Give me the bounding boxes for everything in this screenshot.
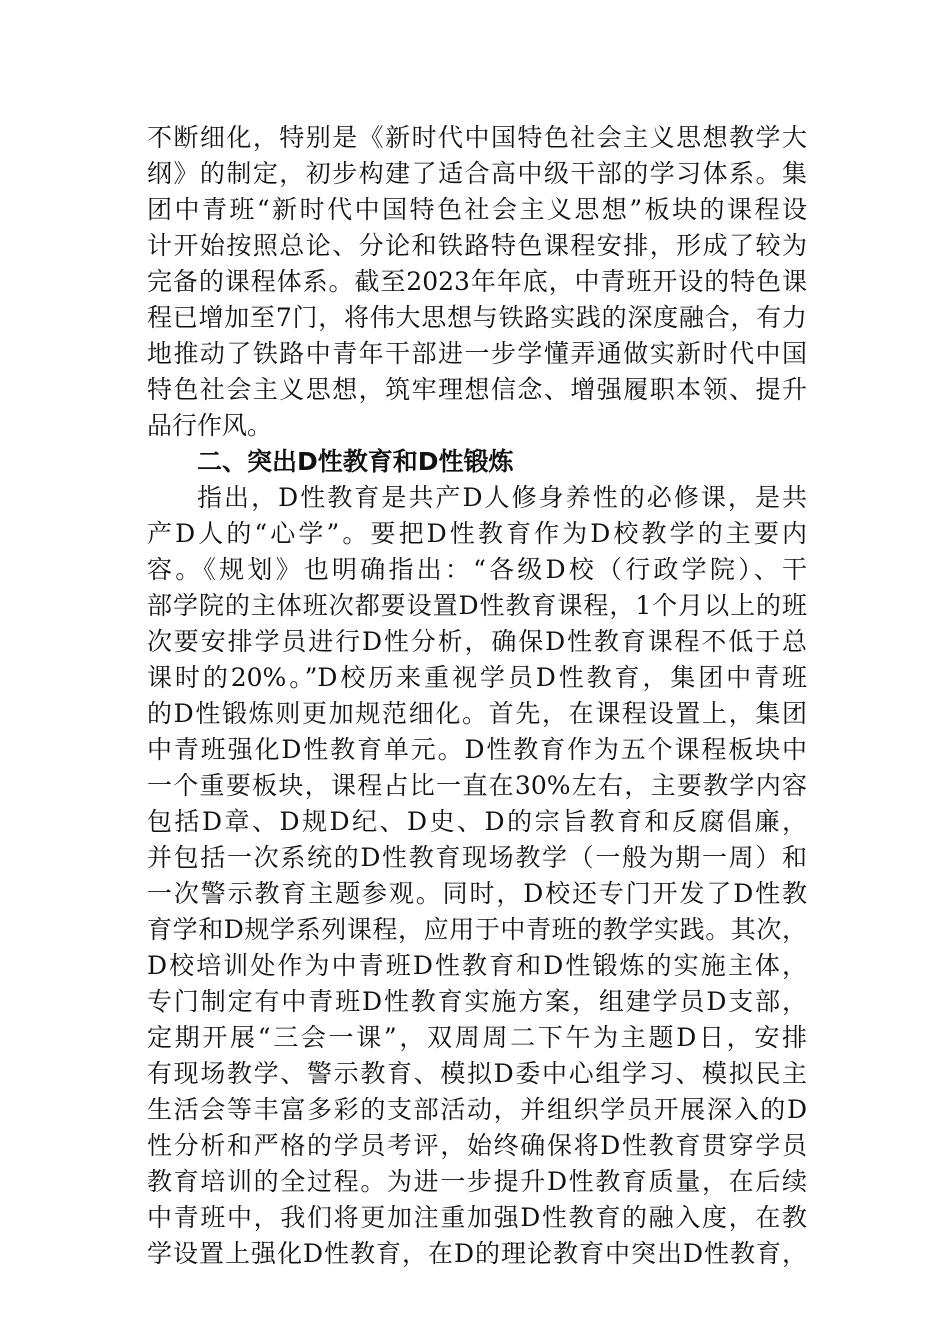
para2-line-7: 的D性锻炼则更加规范细化。首先，在课程设置上，集团 [147,699,807,728]
para1-line-7: 地推动了铁路中青年干部进一步学懂弄通做实新时代中国 [147,339,807,368]
para2-line-6: 课时的20%。”D校历来重视学员D性教育，集团中青班 [147,663,807,692]
para2-line-21: 中青班中，我们将更加注重加强D性教育的融入度，在教 [147,1203,807,1232]
para1-line-8: 特色社会主义思想，筑牢理想信念、增强履职本领、提升 [147,375,807,404]
para2-line-18: 生活会等丰富多彩的支部活动，并组织学员开展深入的D [147,1095,807,1124]
para2-line-19: 性分析和严格的学员考评，始终确保将D性教育贯穿学员 [147,1131,807,1160]
para2-line-14: D校培训处作为中青班D性教育和D性锻炼的实施主体， [147,951,807,980]
para2-line-4: 部学院的主体班次都要设置D性教育课程，1个月以上的班 [147,591,807,620]
para2-line-22: 学设置上强化D性教育，在D的理论教育中突出D性教育， [147,1239,807,1268]
para2-line-2: 产D人的“心学”。要把D性教育作为D校教学的主要内 [147,519,807,548]
para2-line-13: 育学和D规学系列课程，应用于中青班的教学实践。其次， [147,915,807,944]
para1-line-3: 团中青班“新时代中国特色社会主义思想”板块的课程设 [147,195,807,224]
section-heading: 二、突出D性教育和D性锻炼 [197,447,514,476]
para2-line-17: 有现场教学、警示教育、模拟D委中心组学习、模拟民主 [147,1059,807,1088]
para2-line-20: 教育培训的全过程。为进一步提升D性教育质量，在后续 [147,1167,807,1196]
para2-line-10: 包括D章、D规D纪、D史、D的宗旨教育和反腐倡廉， [147,807,807,836]
para2-line-11: 并包括一次系统的D性教育现场教学（一般为期一周）和 [147,843,807,872]
para2-line-9: 一个重要板块，课程占比一直在30%左右，主要教学内容 [147,771,807,800]
para2-line-8: 中青班强化D性教育单元。D性教育作为五个课程板块中 [147,735,807,764]
para1-line-6: 程已增加至7门，将伟大思想与铁路实践的深度融合，有力 [147,303,807,332]
para1-line-4: 计开始按照总论、分论和铁路特色课程安排，形成了较为 [147,231,807,260]
para1-line-5: 完备的课程体系。截至2023年年底，中青班开设的特色课 [147,267,807,296]
para2-line-16: 定期开展“三会一课”，双周周二下午为主题D日，安排 [147,1023,807,1052]
para2-line-5: 次要安排学员进行D性分析，确保D性教育课程不低于总 [147,627,807,656]
para1-line-2: 纲》的制定，初步构建了适合高中级干部的学习体系。集 [147,159,807,188]
para2-line-3: 容。《规划》也明确指出：“各级D校（行政学院）、干 [147,555,807,584]
para1-line-1: 不断细化，特别是《新时代中国特色社会主义思想教学大 [147,123,807,152]
para2-line-12: 一次警示教育主题参观。同时，D校还专门开发了D性教 [147,879,807,908]
para1-line-9: 品行作风。 [147,411,273,440]
para2-line-1: 指出，D性教育是共产D人修身养性的必修课，是共 [197,483,807,512]
para2-line-15: 专门制定有中青班D性教育实施方案，组建学员D支部， [147,987,807,1016]
